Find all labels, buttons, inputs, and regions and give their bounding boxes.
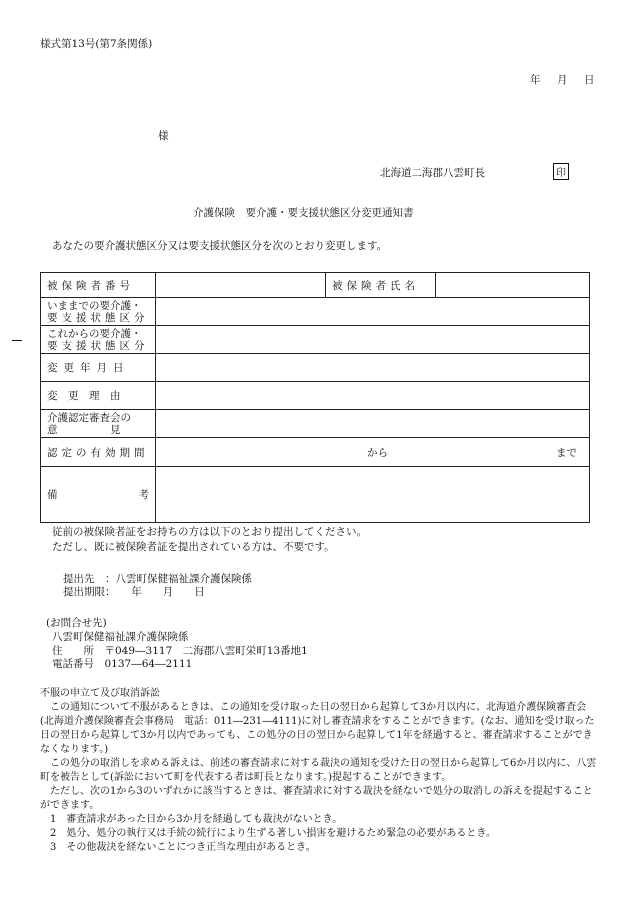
appeal-item: 2 処分、処分の執行又は手続の続行により生ずる著しい損害を避けるため緊急の必要があるとき。 bbox=[50, 828, 496, 839]
issuer-name: 北海道二海郡八雲町長 bbox=[380, 167, 485, 179]
contact-dept: 八雲町保健福祉課介護保険係 bbox=[52, 631, 189, 643]
row-insured bbox=[41, 273, 590, 298]
appeal-section bbox=[40, 687, 600, 855]
contact-phone: 電話番号 0137―64―2111 bbox=[52, 658, 193, 670]
label-new-level: これからの要介護・ 要支援状態区分 bbox=[41, 326, 156, 354]
value-change-date bbox=[156, 354, 590, 382]
row-validity bbox=[41, 438, 590, 467]
label-change-date: 変更年月日 bbox=[41, 354, 156, 382]
appeal-item: 1 審査請求があった日から3か月を経過しても裁決がないとき。 bbox=[50, 814, 343, 825]
value-prev-level bbox=[156, 298, 590, 326]
label-committee: 介護認定審査会の 意 見 bbox=[41, 410, 156, 438]
row-committee bbox=[41, 410, 590, 438]
label-insured-no: 被保険者番号 bbox=[41, 273, 156, 298]
value-remarks bbox=[156, 467, 590, 523]
issue-date: 年 月 日 bbox=[530, 74, 598, 86]
value-insured-no bbox=[156, 273, 326, 298]
contact-address: 住 所 〒049―3117 二海郡八雲町栄町13番地1 bbox=[52, 645, 308, 657]
value-committee bbox=[156, 410, 590, 438]
submit-destination: 提出先 ：八雲町保健福祉課介護保険係 bbox=[63, 573, 252, 585]
value-validity bbox=[156, 438, 590, 467]
submit-deadline: 提出期限： 年 月 日 bbox=[63, 586, 205, 598]
appeal-paragraph-3: ただし、次の1から3のいずれかに該当するときは、審査請求に対する裁決を経ないで処分の取消しの訴えを提起することができます。 bbox=[40, 786, 593, 811]
appeal-heading: 不服の申立て及び取消訴訟 bbox=[40, 688, 160, 699]
notice-table bbox=[40, 272, 590, 523]
contact-heading: (お問合せ先) bbox=[46, 617, 107, 629]
intro-text: あなたの要介護状態区分又は要支援状態区分を次のとおり変更します。 bbox=[52, 240, 388, 252]
value-new-level bbox=[156, 326, 590, 354]
fold-mark bbox=[12, 340, 22, 341]
row-remarks bbox=[41, 467, 590, 523]
row-prev-level bbox=[41, 298, 590, 326]
appeal-item: 3 その他裁決を経ないことにつき正当な理由があるとき。 bbox=[50, 842, 316, 853]
value-insured-name bbox=[436, 273, 590, 298]
seal-mark: 印 bbox=[553, 163, 569, 180]
validity-until: まで bbox=[556, 447, 577, 459]
appeal-paragraph-2: この処分の取消しを求める訴えは、前述の審査請求に対する裁決の通知を受けた日の翌日から起算して6か月以内に、八雲町を被告として(訴訟において町を代表する者は町長となります。)提起することができます。 bbox=[40, 758, 597, 783]
label-remarks: 備 考 bbox=[41, 467, 156, 523]
addressee-suffix: 様 bbox=[158, 130, 169, 142]
label-reason: 変 更 理 由 bbox=[41, 382, 156, 410]
value-reason bbox=[156, 382, 590, 410]
label-insured-name: 被保険者氏名 bbox=[326, 273, 436, 298]
label-prev-level: いままでの要介護・ 要支援状態区分 bbox=[41, 298, 156, 326]
form-number: 様式第13号(第7条関係) bbox=[40, 38, 153, 50]
row-reason bbox=[41, 382, 590, 410]
note-line-1: 従前の被保険者証をお持ちの方は以下のとおり提出してください。 bbox=[52, 526, 367, 538]
validity-from: から bbox=[367, 447, 388, 459]
note-line-2: ただし、既に被保険者証を提出されている方は、不要です。 bbox=[52, 541, 335, 553]
label-validity: 認定の有効期間 bbox=[41, 438, 156, 467]
appeal-paragraph-1: この通知について不服があるときは、この通知を受け取った日の翌日から起算して3か月以内に、北海道介護保険審査会(北海道介護保険審査会事務局 電話：011―231―4111)に対し審査請求をすることができます。(なお、通知を受け取った日の翌日から起算して3か月以内であっても、この処分の日の翌日から起算して1年を経過すると、審査請求することができなくなります。) bbox=[40, 702, 595, 755]
row-new-level bbox=[41, 326, 590, 354]
document-title: 介護保険 要介護・要支援状態区分変更通知書 bbox=[193, 207, 414, 219]
row-change-date bbox=[41, 354, 590, 382]
